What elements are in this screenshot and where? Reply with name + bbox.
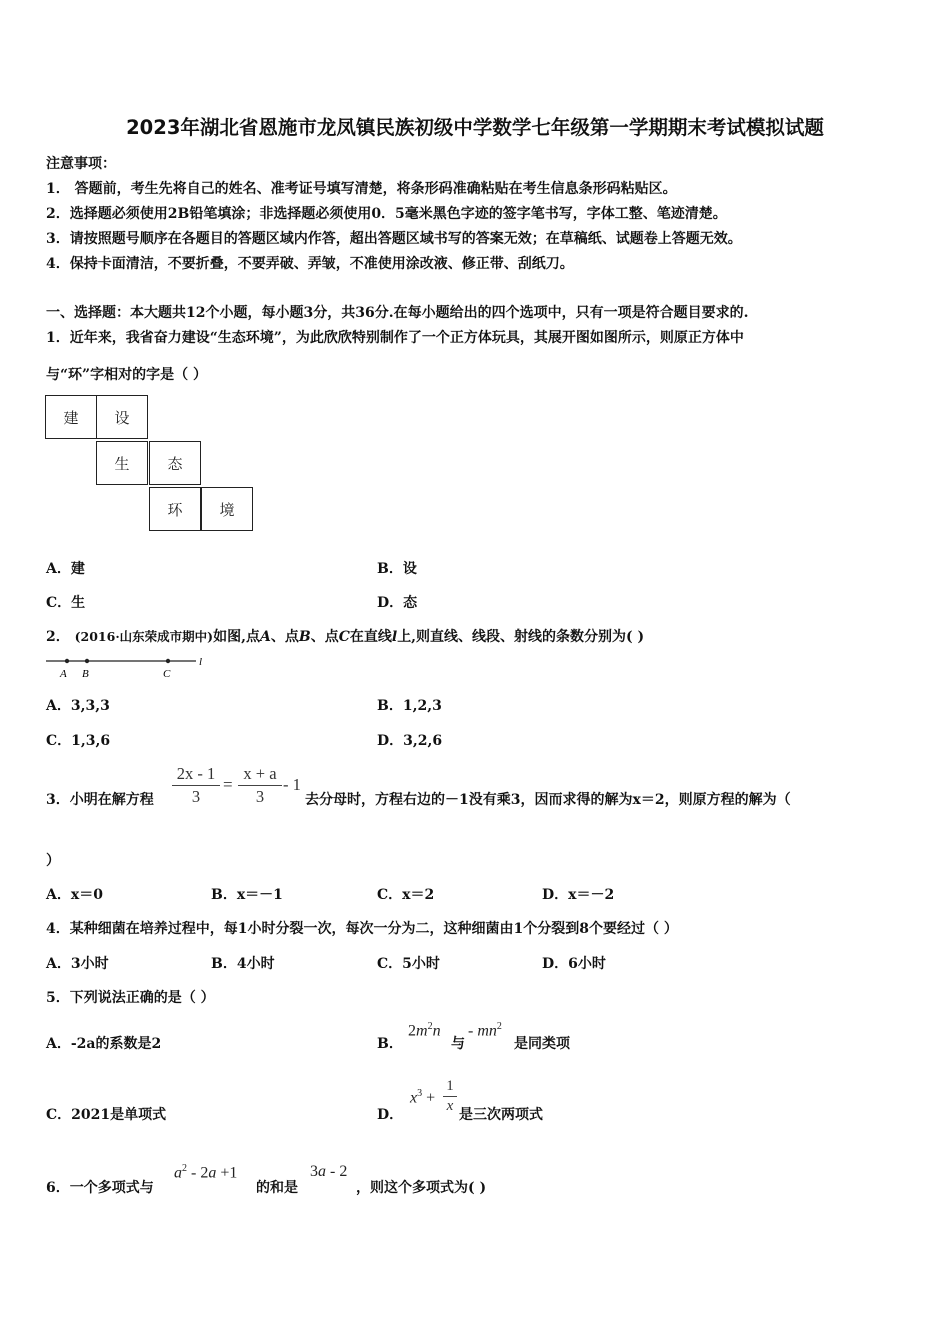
q3-fraction-left <box>172 764 220 807</box>
net-cell-5: 环 <box>149 487 201 531</box>
q5-frac-den: x <box>446 1098 454 1114</box>
q4-option-d: D．6小时 <box>542 956 606 972</box>
q1-option-c: C．生 <box>46 595 86 611</box>
q2-option-c: C．1,3,6 <box>46 733 111 749</box>
q3-frac2-num: x + a <box>243 764 277 783</box>
q3-suffix: 去分母时，方程右边的－1没有乘3，因而求得的解为x＝2，则原方程的解为（ <box>305 792 791 808</box>
q2-option-a: A．3,3,3 <box>46 698 110 714</box>
q2-text-e: 上,则直线、线段、射线的条数分别为( ) <box>397 629 645 645</box>
q4-option-b: B．4小时 <box>211 956 275 972</box>
q4-option-c: C．5小时 <box>377 956 440 972</box>
q5-frac-num: 1 <box>446 1078 454 1094</box>
q3-frac1-bar <box>172 785 220 786</box>
net-cell-3: 生 <box>96 441 148 485</box>
net-cell-4: 态 <box>149 441 201 485</box>
question-1-line-1: 1．近年来，我省奋力建设“生态环境”，为此欣欣特别制作了一个正方体玩具，其展开图如图所示，则原正方体中 <box>46 330 744 346</box>
q3-fraction-right <box>238 764 282 807</box>
label-c: C <box>163 668 171 680</box>
q6-expr-a2-2a-1: $a^2 - 2a +1$ <box>174 1163 238 1182</box>
q2-point-b: B <box>298 629 311 645</box>
q5-option-a: A．-2a的系数是2 <box>46 1036 162 1052</box>
q2-source: (2016·山东荣成市期中) <box>74 629 214 644</box>
q2-line-l: l <box>391 629 398 645</box>
question-5: 5．下列说法正确的是（ ） <box>46 990 215 1006</box>
q1-option-b: B．设 <box>377 561 417 577</box>
q5-option-d-label: D． <box>377 1107 404 1123</box>
question-1-line-2: 与“环”字相对的字是（ ） <box>46 367 207 383</box>
q5-option-d-end: 是三次两项式 <box>459 1107 543 1123</box>
page-title: 2023年湖北省恩施市龙凤镇民族初级中学数学七年级第一学期期末考试模拟试题 <box>126 116 824 139</box>
q2-prefix: 2． <box>46 629 75 645</box>
q3-frac2-bar <box>238 785 282 786</box>
q5-option-b-label: B． <box>377 1036 403 1052</box>
q3-close: ） <box>46 853 60 869</box>
q2-text-a: 如图,点 <box>213 629 260 645</box>
q3-option-b: B．x＝－1 <box>211 887 283 903</box>
label-a: A <box>60 668 67 680</box>
label-l: l <box>199 656 203 668</box>
q5-option-b-mid: 与 <box>451 1036 465 1052</box>
q3-option-a: A．x＝0 <box>46 887 103 903</box>
q5-fraction-1-over-x <box>443 1078 457 1115</box>
q2-text-d: 在直线 <box>349 629 392 645</box>
notice-item-4: 4．保持卡面清洁，不要折叠，不要弄破、弄皱，不准使用涂改液、修正带、刮纸刀。 <box>46 256 574 272</box>
line-figure <box>44 654 214 682</box>
question-2 <box>46 626 644 646</box>
q2-option-b: B．1,2,3 <box>377 698 442 714</box>
q5-expr-neg-mn2: - $mn^2$ <box>468 1021 502 1040</box>
q3-prefix: 3．小明在解方程 <box>46 792 154 808</box>
point-c-dot <box>166 659 170 663</box>
point-a-dot <box>65 659 69 663</box>
net-cell-2: 设 <box>96 395 148 439</box>
q1-option-a: A．建 <box>46 561 85 577</box>
net-cell-1: 建 <box>45 395 97 439</box>
section-header: 一、选择题：本大题共12个小题，每小题3分，共36分.在每小题给出的四个选项中，只有一项是符合题目要求的. <box>46 305 749 321</box>
q5-frac-bar <box>443 1096 457 1097</box>
q3-option-d: D．x＝－2 <box>542 887 615 903</box>
q2-text-b: 、点 <box>270 629 299 645</box>
notice-item-1: 1． 答题前，考生先将自己的姓名、准考证号填写清楚，将条形码准确粘贴在考生信息条形码粘贴区。 <box>46 181 677 197</box>
q2-text-c: 、点 <box>310 629 339 645</box>
q3-minus-one: - 1 <box>283 775 301 794</box>
net-cell-6: 境 <box>201 487 253 531</box>
q2-option-d: D．3,2,6 <box>377 733 443 749</box>
q6-expr-3a-2: 3a - 2 <box>310 1163 348 1180</box>
label-b: B <box>82 668 89 680</box>
q3-option-c: C．x＝2 <box>377 887 435 903</box>
q5-expr-x-cubed: $x^3$ + <box>410 1088 436 1107</box>
q3-frac1-num: 2x - 1 <box>176 764 216 783</box>
q3-equals: = <box>223 775 233 794</box>
q6-prefix: 6．一个多项式与 <box>46 1180 154 1196</box>
q5-option-b-end: 是同类项 <box>514 1036 570 1052</box>
notice-item-3: 3．请按照题号顺序在各题目的答题区域内作答，超出答题区域书写的答案无效；在草稿纸、试题卷上答题无效。 <box>46 231 742 247</box>
q3-frac2-den: 3 <box>255 787 265 806</box>
q3-frac1-den: 3 <box>191 787 201 806</box>
q2-point-c: C <box>338 629 350 645</box>
q1-option-d: D．态 <box>377 595 418 611</box>
point-b-dot <box>85 659 89 663</box>
notice-item-2: 2．选择题必须使用2B铅笔填涂；非选择题必须使用0．5毫米黑色字迹的签字笔书写，字体工整、笔迹清楚。 <box>46 206 727 222</box>
q5-expr-2m2n: $2m^2n$ <box>408 1021 441 1040</box>
notice-heading: 注意事项： <box>46 156 116 172</box>
q5-option-c: C．2021是单项式 <box>46 1107 167 1123</box>
q2-point-a: A <box>259 629 271 645</box>
q6-mid: 的和是 <box>256 1180 298 1196</box>
q4-option-a: A．3小时 <box>46 956 109 972</box>
question-4: 4．某种细菌在培养过程中，每1小时分裂一次，每次一分为二，这种细菌由1个分裂到8个要经过（ ） <box>46 921 678 937</box>
q6-suffix: ，则这个多项式为( ) <box>356 1180 487 1196</box>
